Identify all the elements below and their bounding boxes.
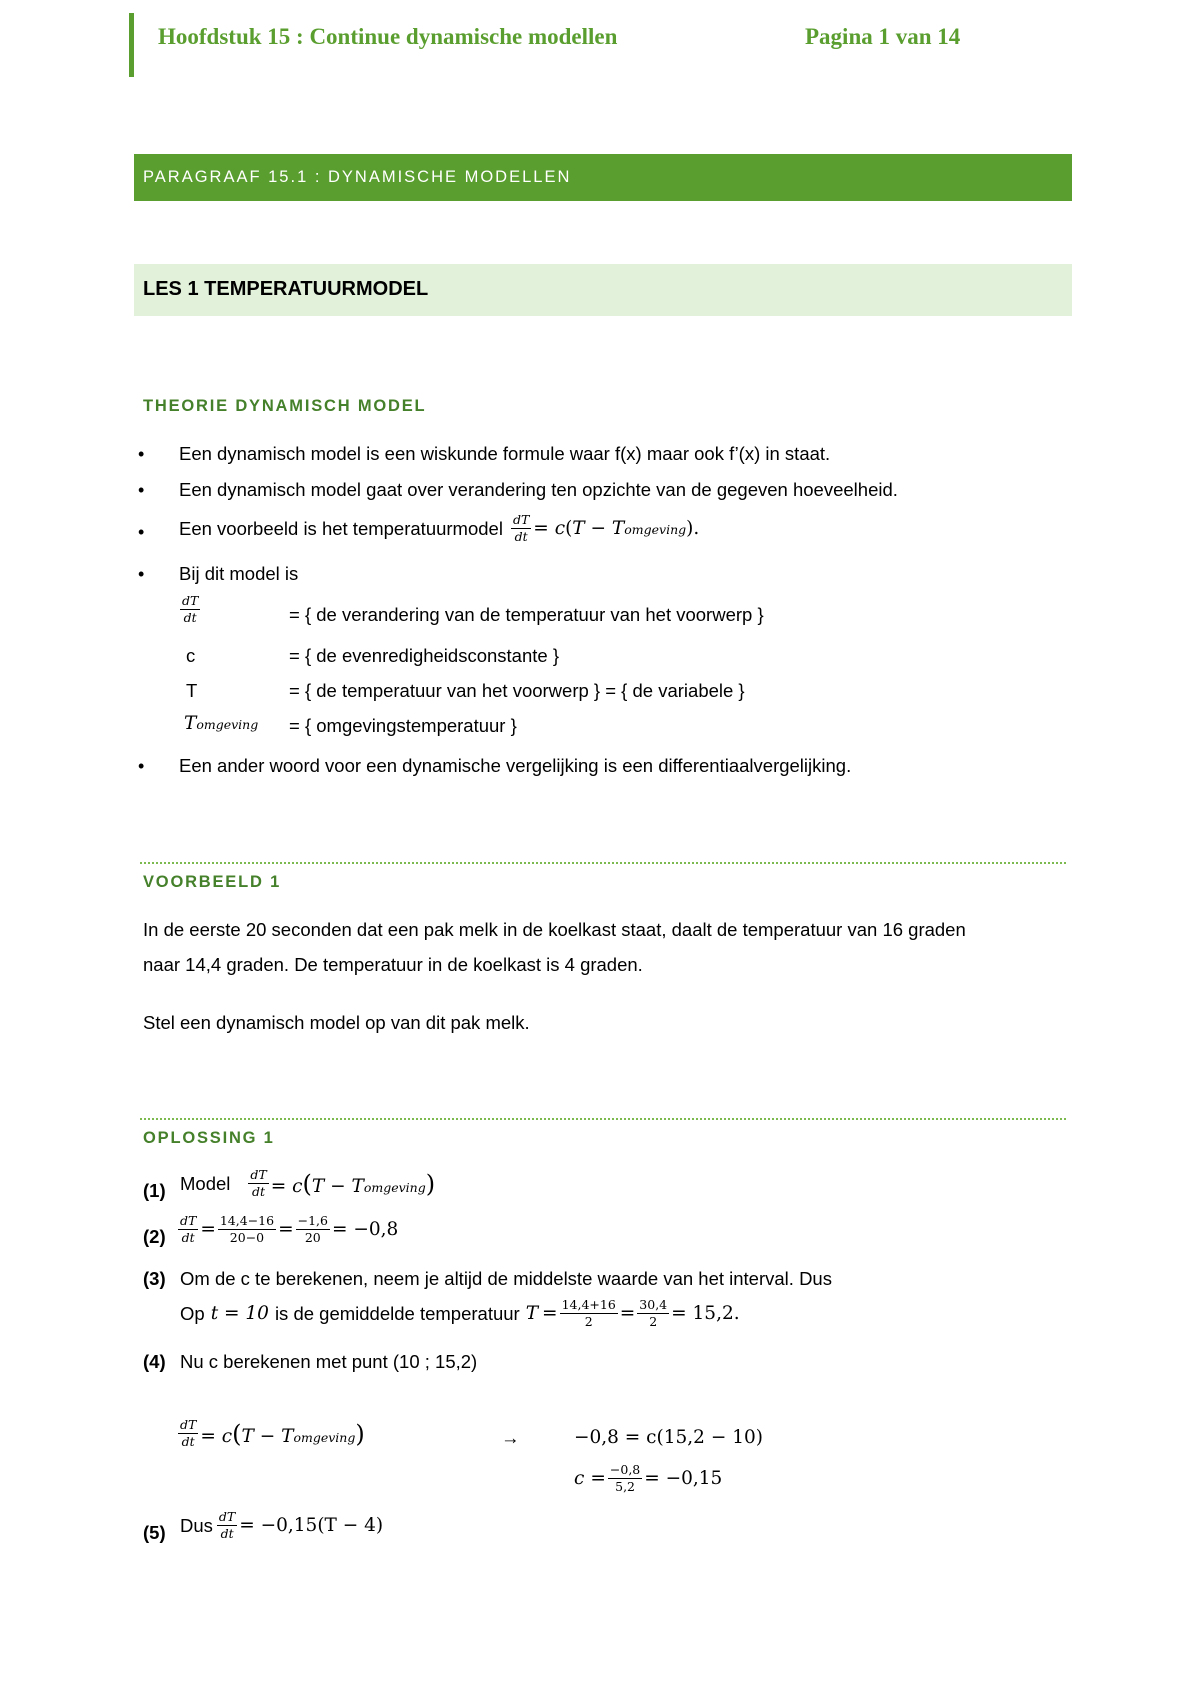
step-1: Model $\frac{dT}{dt}$ = c(T − Tomgeving) bbox=[180, 1167, 436, 1199]
theory-heading: THEORIE DYNAMISCH MODEL bbox=[143, 397, 427, 415]
def-T-text: = { de temperatuur van het voorwerp } = { de variabele } bbox=[289, 680, 745, 701]
def-dTdt-text: = { de verandering van de temperatuur van het voorwerp } bbox=[289, 604, 764, 625]
def-Tomg-text: = { omgevingstemperatuur } bbox=[289, 715, 517, 736]
header-accent-bar bbox=[129, 13, 134, 77]
step-4-text: Nu c berekenen met punt (10 ; 15,2) bbox=[180, 1351, 478, 1372]
def-Tomg-symbol: Tomgeving bbox=[184, 713, 259, 734]
step-4-equation: −0,8 = c(15,2 − 10) bbox=[574, 1427, 763, 1448]
step-2-number: (2) bbox=[143, 1226, 166, 1247]
example-line-3: Stel een dynamisch model op van dit pak melk. bbox=[143, 1012, 530, 1033]
def-c-text: = { de evenredigheidsconstante } bbox=[289, 645, 560, 666]
arrow-icon: → bbox=[501, 1427, 520, 1448]
bullet-icon: • bbox=[138, 480, 145, 500]
divider bbox=[140, 1118, 1066, 1120]
def-c-symbol: c bbox=[186, 645, 196, 666]
step-4-model: $\frac{dT}{dt}$ = c(T − Tomgeving) bbox=[180, 1417, 365, 1449]
theory-bullet-3 bbox=[179, 513, 699, 544]
example-heading: VOORBEELD 1 bbox=[143, 873, 282, 891]
divider bbox=[140, 862, 1066, 864]
dT-dt-fraction: $\frac{dT}{dt}$ bbox=[512, 512, 530, 544]
step-3-text: Om de c te berekenen, neem je altijd de middelste waarde van het interval. Dus bbox=[180, 1268, 832, 1289]
bullet-icon: • bbox=[138, 522, 145, 542]
step-1-number: (1) bbox=[143, 1180, 166, 1201]
lesson-banner: LES 1 TEMPERATUURMODEL bbox=[134, 264, 1072, 316]
theory-bullet-4: Bij dit model is bbox=[179, 563, 299, 584]
theory-bullet-1: Een dynamisch model is een wiskunde formule waar f(x) maar ook f’(x) in staat. bbox=[179, 443, 831, 464]
def-T-symbol: T bbox=[186, 680, 198, 701]
step-4-number: (4) bbox=[143, 1351, 166, 1372]
example-line-1: In de eerste 20 seconden dat een pak melk in de koelkast staat, daalt de temperatuur van 16 graden bbox=[143, 919, 966, 940]
bullet-3-text: Een voorbeeld is het temperatuurmodel bbox=[179, 517, 503, 539]
theory-bullet-2: Een dynamisch model gaat over verandering ten opzichte van de gegeven hoeveelheid. bbox=[179, 479, 898, 500]
bullet-icon: • bbox=[138, 444, 145, 464]
step-3-number: (3) bbox=[143, 1268, 166, 1289]
chapter-title: Hoofdstuk 15 : Continue dynamische modellen bbox=[158, 24, 618, 49]
step-5: Dus $\frac{dT}{dt}$ = −0,15(T − 4) bbox=[180, 1509, 384, 1541]
solution-heading: OPLOSSING 1 bbox=[143, 1129, 275, 1147]
page-number: Pagina 1 van 14 bbox=[805, 24, 961, 49]
bullet-icon: • bbox=[138, 564, 145, 584]
paragraph-banner: PARAGRAAF 15.1 : DYNAMISCHE MODELLEN bbox=[134, 154, 1072, 201]
theory-bullet-5: Een ander woord voor een dynamische vergelijking is een differentiaalvergelijking. bbox=[179, 755, 852, 776]
model-formula: = c(T − Tomgeving). bbox=[533, 518, 700, 539]
step-5-number: (5) bbox=[143, 1522, 166, 1543]
step-2: $\frac{dT}{dt}$ = $\frac{14,4-16}{20-0}$ = $\frac{-1,6}{20}$ = −0,8 bbox=[180, 1213, 399, 1245]
def-dTdt-symbol: $\frac{dT}{dt}$ bbox=[182, 593, 199, 625]
step-4-c: c = $\frac{-0,8}{5,2}$ = −0,15 bbox=[574, 1462, 723, 1494]
example-line-2: naar 14,4 graden. De temperatuur in de koelkast is 4 graden. bbox=[143, 954, 643, 975]
bullet-icon: • bbox=[138, 756, 145, 776]
step-3-calc: Op t = 10 is de gemiddelde temperatuur T = $\frac{14,4+16}{2}$ = $\frac{30,4}{2}$ = 15,2. bbox=[180, 1297, 740, 1329]
